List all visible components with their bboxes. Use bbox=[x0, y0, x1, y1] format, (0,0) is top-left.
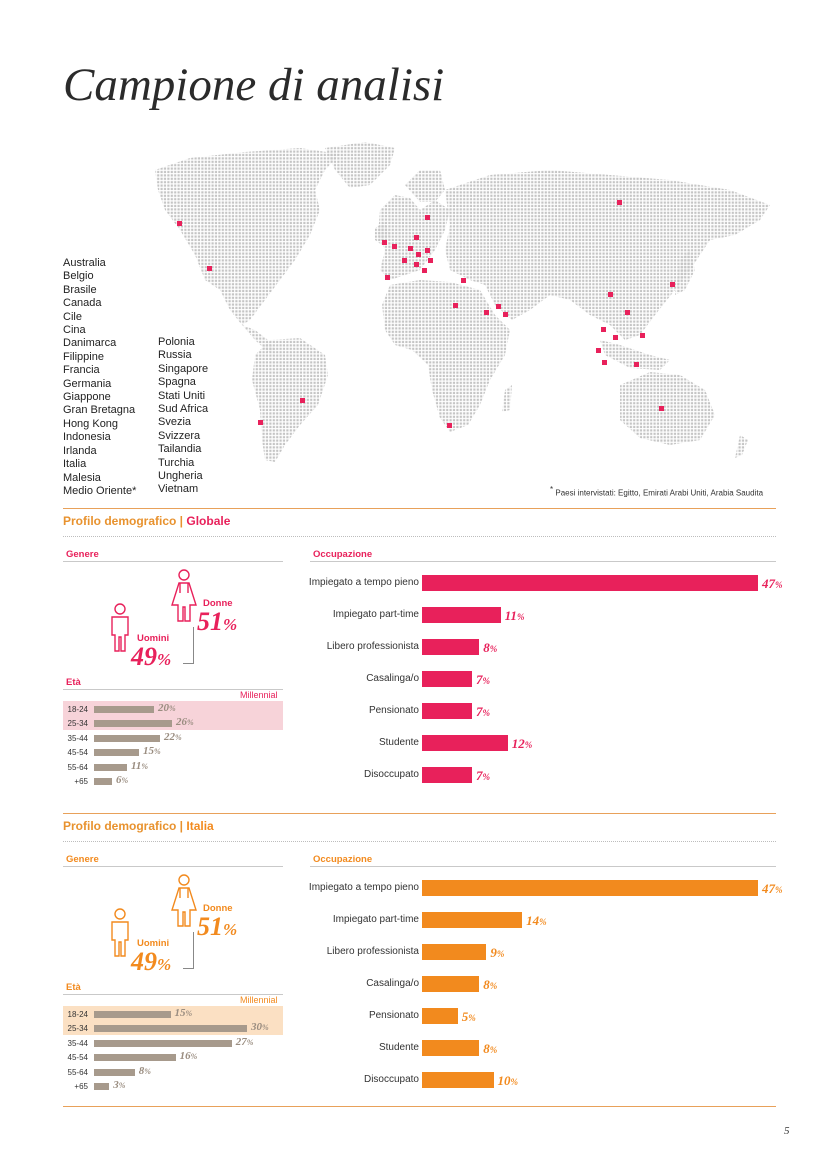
occupation-label: Libero professionista bbox=[326, 946, 419, 957]
country-item: Filippine bbox=[63, 350, 104, 363]
age-label: 18-24 bbox=[67, 1010, 88, 1019]
country-item: Singapore bbox=[158, 362, 209, 375]
age-percent: 30% bbox=[251, 1021, 269, 1034]
occupation-percent: 11% bbox=[504, 608, 525, 623]
age-percent: 22% bbox=[164, 730, 182, 743]
country-item: Belgio bbox=[63, 270, 94, 283]
age-label: 45-54 bbox=[67, 748, 88, 758]
section-dotted-rule bbox=[63, 536, 776, 537]
section-title-prefix: Profilo demografico | bbox=[63, 819, 187, 833]
page-number: 5 bbox=[784, 1125, 790, 1137]
age-percent: 6% bbox=[116, 774, 129, 786]
men-label: Uomini bbox=[137, 633, 170, 644]
occupation-label: Impiegato a tempo pieno bbox=[308, 577, 419, 588]
occupation-bar bbox=[422, 1040, 479, 1056]
man-icon bbox=[109, 908, 131, 963]
occupation-label: Disoccupato bbox=[363, 1074, 419, 1085]
age-percent: 3% bbox=[113, 1079, 126, 1091]
country-item: Malesia bbox=[63, 471, 101, 484]
country-item: Svezia bbox=[158, 416, 192, 429]
footnote-text: Paesi intervistati: Egitto, Emirati Arabi Uniti, Arabia Saudita bbox=[555, 488, 764, 498]
occupation-percent: 7% bbox=[476, 768, 491, 783]
genere-heading: Genere bbox=[66, 549, 99, 560]
world-map bbox=[150, 140, 780, 470]
age-label: 18-24 bbox=[67, 705, 88, 714]
occupazione-rule bbox=[310, 866, 776, 867]
age-bar bbox=[94, 1069, 135, 1076]
woman-icon bbox=[171, 874, 197, 933]
country-item: Indonesia bbox=[63, 431, 111, 444]
millennial-label: Millennial bbox=[240, 690, 278, 700]
country-item: Germania bbox=[63, 377, 112, 390]
section-rule bbox=[63, 508, 776, 509]
occupation-label: Pensionato bbox=[368, 705, 419, 716]
age-label: 25-34 bbox=[67, 719, 88, 729]
occupation-bar bbox=[422, 767, 472, 783]
occupation-label: Disoccupato bbox=[363, 769, 419, 780]
page-title: Campione di analisi bbox=[63, 59, 445, 111]
women-percent: 51% bbox=[197, 607, 238, 636]
women-percent: 51% bbox=[197, 912, 238, 941]
genere-rule bbox=[63, 866, 283, 867]
country-item: Russia bbox=[158, 349, 192, 362]
country-item: Spagna bbox=[158, 376, 196, 389]
occupation-bar bbox=[422, 607, 501, 623]
section-dotted-rule bbox=[63, 841, 776, 842]
occupation-percent: 9% bbox=[490, 945, 505, 960]
occupation-bar bbox=[422, 880, 758, 896]
eta-heading: Età bbox=[66, 677, 81, 688]
age-percent: 26% bbox=[176, 716, 194, 729]
occupation-label: Casalinga/o bbox=[366, 673, 419, 684]
age-bar bbox=[94, 1054, 176, 1061]
age-bar bbox=[94, 1083, 109, 1090]
country-item: Canada bbox=[63, 297, 102, 310]
age-percent: 8% bbox=[138, 1064, 151, 1077]
age-label: +65 bbox=[74, 777, 88, 786]
occupation-bar bbox=[422, 944, 486, 960]
age-label: +65 bbox=[74, 1082, 88, 1091]
occupation-bar bbox=[422, 575, 758, 591]
occupation-bar bbox=[422, 1072, 494, 1088]
age-label: 55-64 bbox=[67, 1067, 88, 1077]
age-bar bbox=[94, 1040, 232, 1047]
age-bar bbox=[94, 1011, 171, 1018]
country-item: Vietnam bbox=[158, 483, 199, 496]
age-label: 35-44 bbox=[67, 1038, 88, 1048]
section-rule bbox=[63, 813, 776, 814]
age-bar bbox=[94, 706, 154, 713]
age-bar bbox=[94, 764, 127, 771]
age-percent: 27% bbox=[235, 1035, 254, 1048]
country-item: Brasile bbox=[63, 283, 97, 296]
age-percent: 11% bbox=[131, 759, 149, 772]
millennial-label: Millennial bbox=[240, 995, 278, 1005]
occupation-bar bbox=[422, 976, 479, 992]
age-bar bbox=[94, 735, 160, 742]
occupation-label: Studente bbox=[378, 737, 419, 748]
occupation-bar bbox=[422, 735, 508, 751]
occupation-percent: 7% bbox=[476, 672, 491, 687]
bottom-rule bbox=[63, 1106, 776, 1107]
occupation-label: Impiegato part-time bbox=[332, 609, 419, 620]
occupation-percent: 5% bbox=[461, 1009, 476, 1024]
occupation-percent: 47% bbox=[762, 576, 783, 591]
men-percent: 49% bbox=[131, 642, 172, 671]
occupation-label: Impiegato a tempo pieno bbox=[308, 882, 419, 893]
occupation-label: Libero professionista bbox=[326, 641, 419, 652]
genere-rule bbox=[63, 561, 283, 562]
woman-icon bbox=[171, 569, 197, 628]
occupation-percent: 8% bbox=[483, 1041, 498, 1056]
age-label: 25-34 bbox=[67, 1024, 88, 1034]
section-title bbox=[63, 514, 230, 528]
occupation-label: Impiegato part-time bbox=[332, 914, 419, 925]
age-label: 55-64 bbox=[67, 762, 88, 772]
footnote bbox=[550, 485, 763, 498]
country-list-2 bbox=[158, 336, 208, 497]
country-item: Australia bbox=[63, 257, 106, 269]
country-item: Irlanda bbox=[63, 444, 97, 457]
country-item: Danimarca bbox=[63, 337, 117, 350]
occupation-percent: 8% bbox=[483, 640, 498, 655]
age-bar bbox=[94, 778, 112, 785]
age-percent: 15% bbox=[174, 1007, 193, 1019]
country-item: Cile bbox=[63, 310, 82, 323]
country-item: Stati Uniti bbox=[158, 389, 206, 402]
age-label: 35-44 bbox=[67, 733, 88, 743]
country-item: Turchia bbox=[158, 456, 195, 469]
section-title bbox=[63, 819, 214, 833]
section-title-region: Italia bbox=[186, 819, 214, 833]
occupation-percent: 47% bbox=[762, 881, 783, 896]
age-bar bbox=[94, 720, 172, 727]
occupation-percent: 7% bbox=[476, 704, 491, 719]
occupation-label: Casalinga/o bbox=[366, 978, 419, 989]
footnote-mark: * bbox=[550, 485, 554, 494]
country-item: Cina bbox=[63, 324, 86, 337]
gender-bracket bbox=[183, 627, 194, 664]
occupation-percent: 8% bbox=[483, 977, 498, 992]
gender-bracket bbox=[183, 932, 194, 969]
occupation-label: Pensionato bbox=[368, 1010, 419, 1021]
country-item: Francia bbox=[63, 364, 100, 377]
occupation-bar bbox=[422, 671, 472, 687]
section-title-region: Globale bbox=[186, 514, 231, 528]
men-percent: 49% bbox=[131, 947, 172, 976]
country-item: Polonia bbox=[158, 336, 195, 348]
country-item: Ungheria bbox=[158, 470, 203, 483]
man-icon bbox=[109, 603, 131, 658]
section-title-prefix: Profilo demografico | bbox=[63, 514, 187, 528]
occupation-bar bbox=[422, 703, 472, 719]
occupazione-rule bbox=[310, 561, 776, 562]
age-percent: 15% bbox=[143, 745, 161, 758]
occupazione-heading: Occupazione bbox=[313, 549, 373, 560]
country-item: Italia bbox=[63, 458, 87, 471]
country-item: Tailandia bbox=[158, 443, 202, 456]
age-percent: 20% bbox=[158, 702, 176, 714]
country-item: Giappone bbox=[63, 391, 111, 404]
eta-heading: Età bbox=[66, 982, 81, 993]
age-percent: 16% bbox=[179, 1050, 198, 1063]
genere-heading: Genere bbox=[66, 854, 99, 865]
occupation-percent: 10% bbox=[497, 1073, 518, 1088]
occupation-percent: 14% bbox=[526, 913, 547, 928]
country-item: Sud Africa bbox=[158, 403, 209, 416]
country-item: Svizzera bbox=[158, 429, 201, 442]
occupation-bar bbox=[422, 639, 479, 655]
occupation-bar bbox=[422, 1008, 458, 1024]
country-item: Medio Oriente* bbox=[63, 484, 137, 497]
men-label: Uomini bbox=[137, 938, 170, 949]
country-list-1 bbox=[63, 257, 136, 498]
country-item: Gran Bretagna bbox=[63, 404, 136, 417]
age-label: 45-54 bbox=[67, 1053, 88, 1063]
occupation-bar bbox=[422, 912, 522, 928]
country-item: Hong Kong bbox=[63, 417, 119, 430]
occupazione-heading: Occupazione bbox=[313, 854, 373, 865]
age-bar bbox=[94, 1025, 247, 1032]
age-bar bbox=[94, 749, 139, 756]
women-label: Donne bbox=[203, 903, 233, 914]
women-label: Donne bbox=[203, 598, 233, 609]
occupation-percent: 12% bbox=[511, 736, 533, 751]
occupation-label: Studente bbox=[378, 1042, 419, 1053]
